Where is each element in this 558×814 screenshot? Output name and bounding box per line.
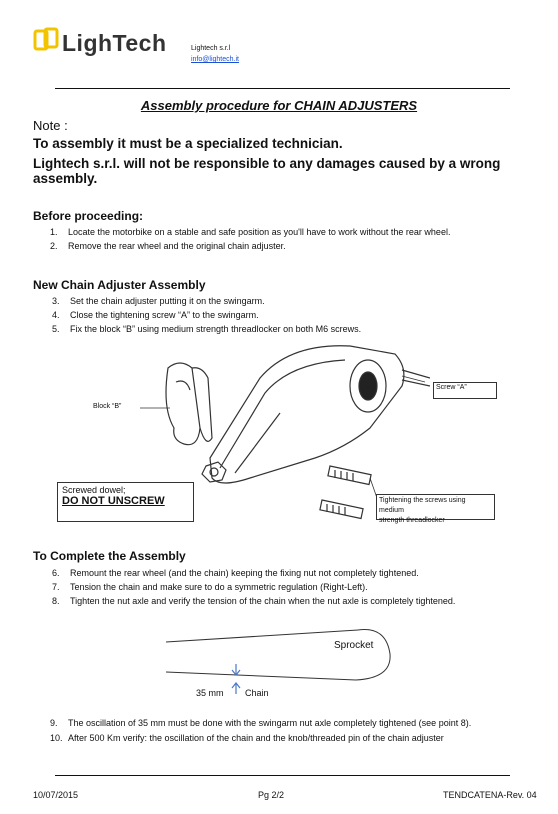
company-name: Lightech s.r.l [191,45,231,52]
footer-page: Pg 2/2 [258,790,285,800]
list-item: 5. Fix the block “B” using medium strength threadlocker on both M6 screws. [52,324,362,334]
list-item: 10. After 500 Km verify: the oscillation of the chain and the knob/threaded pin of the chain adjuster [50,733,444,743]
list-item: 1. Locate the motorbike on a stable and safe position as you'll have to work without the rear wheel. [50,227,451,237]
block-b-label: Block “B” [93,403,122,410]
chain-label: Chain [245,688,269,698]
sprocket-label: Sprocket [334,640,374,651]
page-title: Assembly procedure for CHAIN ADJUSTERS [140,98,418,113]
list-item: 4. Close the tightening screw “A” to the swingarm. [52,310,259,320]
list-item: 3. Set the chain adjuster putting it on the swingarm. [52,296,265,306]
list-item: 9. The oscillation of 35 mm must be done with the swingarm nut axle completely tightened (see point 8). [50,718,472,728]
dowel-callout: Screwed dowel; DO NOT UNSCREW [57,482,194,522]
logo-text: LighTech [62,30,167,56]
screw-a-callout: Screw “A” [433,382,497,399]
warning-line-1: To assembly it must be a specialized technician. [33,136,343,151]
list-item: 7. Tension the chain and make sure to do a symmetric regulation (Right-Left). [52,582,368,592]
section-heading-assembly: New Chain Adjuster Assembly [33,278,206,292]
header-divider [55,88,510,89]
list-item: 6. Remount the rear wheel (and the chain) keeping the fixing nut not completely tightened. [52,568,419,578]
list-item: 2. Remove the rear wheel and the original chain adjuster. [50,241,286,251]
warning-line-2: Lightech s.r.l. will not be responsible to any damages caused by a wrong assembly. [33,156,501,186]
threadlocker-callout: Tightening the screws using medium strength threadlocker [376,494,495,520]
measure-label: 35 mm [196,688,224,698]
section-heading-before: Before proceeding: [33,209,144,223]
note-label: Note : [33,118,68,133]
section-heading-complete: To Complete the Assembly [33,549,186,563]
footer-divider [55,775,510,776]
footer-date: 10/07/2015 [33,790,79,800]
list-item: 8. Tighten the nut axle and verify the tension of the chain when the nut axle is completely tightened. [52,596,456,606]
lightech-logo-icon [33,27,61,53]
email-link[interactable]: info@lightech.it [191,56,239,63]
footer-code: TENDCATENA-Rev. 04 [443,790,537,800]
